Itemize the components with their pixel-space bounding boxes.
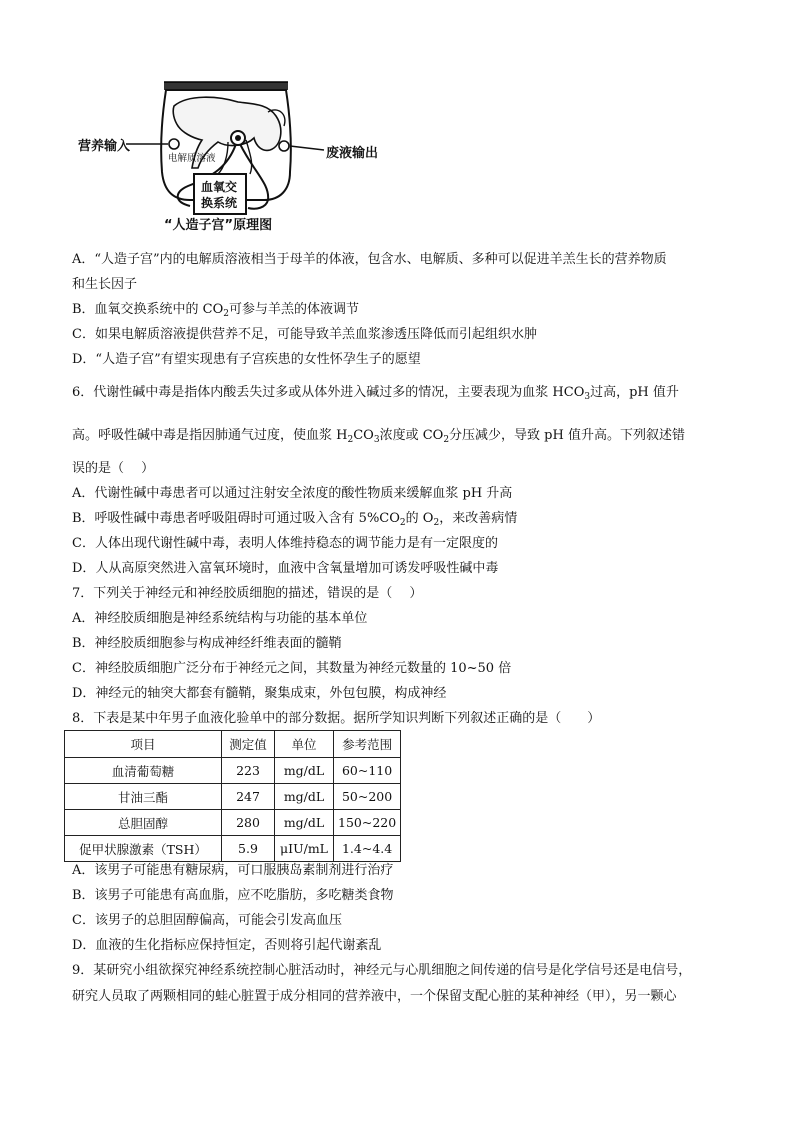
table-cell: mg/dL bbox=[275, 758, 334, 784]
q7-option-d: D．神经元的轴突大都套有髓鞘，聚集成束，外包包膜，构成神经 bbox=[72, 686, 447, 701]
table-cell: 223 bbox=[222, 758, 275, 784]
table-cell: 60~110 bbox=[334, 758, 401, 784]
q6-stem-line3: 误的是（ ） bbox=[72, 461, 155, 476]
q6-option-c: C．人体出现代谢性碱中毒，表明人体维持稳态的调节能力是有一定限度的 bbox=[72, 536, 498, 551]
q7-option-b: B．神经胶质细胞参与构成神经纤维表面的髓鞘 bbox=[72, 636, 342, 651]
q6-stem-line1: 6．代谢性碱中毒是指体内酸丢失过多或从体外进入碱过多的情况，主要表现为血浆 $HCO_3$过高，pH 值升 bbox=[72, 385, 679, 402]
table-cell: 血清葡萄糖 bbox=[65, 758, 222, 784]
table-row bbox=[65, 784, 401, 810]
q5-option-d: D．“人造子宫”有望实现患有子宫疾患的女性怀孕生子的愿望 bbox=[72, 352, 421, 367]
label-waste-output: 废液输出 bbox=[326, 146, 379, 161]
figure-caption: “人造子宫”原理图 bbox=[164, 218, 273, 233]
q7-option-c: C．神经胶质细胞广泛分布于神经元之间，其数量为神经元数量的 10~50 倍 bbox=[72, 661, 512, 676]
table-header-cell: 单位 bbox=[275, 731, 334, 758]
table-header-cell: 项目 bbox=[65, 731, 222, 758]
q6-option-d: D．人从高原突然进入富氧环境时，血液中含氧量增加可诱发呼吸性碱中毒 bbox=[72, 561, 499, 576]
table-cell: μIU/mL bbox=[275, 836, 334, 862]
q8-stem: 8．下表是某中年男子血液化验单中的部分数据。据所学知识判断下列叙述正确的是（ ） bbox=[72, 711, 601, 726]
label-exchange-line1: 血氧交 bbox=[201, 180, 238, 194]
q8-option-c: C．该男子的总胆固醇偏高，可能会引发高血压 bbox=[72, 913, 342, 928]
table-row bbox=[65, 836, 401, 862]
table-cell: 247 bbox=[222, 784, 275, 810]
label-exchange-line2: 换系统 bbox=[201, 196, 238, 210]
table-cell: 50~200 bbox=[334, 784, 401, 810]
table-cell: 甘油三酯 bbox=[65, 784, 222, 810]
q5-option-c: C．如果电解质溶液提供营养不足，可能导致羊羔血浆渗透压降低而引起组织水肿 bbox=[72, 327, 537, 342]
q8-option-d: D．血液的生化指标应保持恒定，否则将引起代谢紊乱 bbox=[72, 938, 382, 953]
table-cell: 总胆固醇 bbox=[65, 810, 222, 836]
q5-option-a-line1: A．“人造子宫”内的电解质溶液相当于母羊的体液，包含水、电解质、多种可以促进羊羔生长的营养物质 bbox=[72, 252, 667, 267]
label-nutrient-input: 营养输入 bbox=[78, 139, 131, 154]
q6-stem-line2: 高。呼吸性碱中毒是指因肺通气过度，使血浆 $H_2CO_3$浓度或 $CO_2$分压减少，导致 pH 值升高。下列叙述错 bbox=[72, 428, 685, 445]
label-electrolyte-solution: 电解质溶液 bbox=[168, 153, 216, 164]
table-cell: mg/dL bbox=[275, 810, 334, 836]
q5-option-b: B．血氧交换系统中的 $CO_2$可参与羊羔的体液调节 bbox=[72, 302, 360, 319]
bag-seal bbox=[164, 82, 288, 90]
table-header-cell: 测定值 bbox=[222, 731, 275, 758]
q8-option-b: B．该男子可能患有高血脂，应不吃脂肪，多吃糖类食物 bbox=[72, 888, 394, 903]
table-cell: mg/dL bbox=[275, 784, 334, 810]
table-cell: 280 bbox=[222, 810, 275, 836]
q7-stem: 7．下列关于神经元和神经胶质细胞的描述，错误的是（ ） bbox=[72, 586, 423, 601]
q9-stem-line2: 研究人员取了两颗相同的蛙心脏置于成分相同的营养液中，一个保留支配心脏的某种神经（甲），另一颗心 bbox=[72, 989, 677, 1004]
blood-test-table bbox=[64, 730, 401, 862]
table-cell: 150~220 bbox=[334, 810, 401, 836]
q8-option-a: A．该男子可能患有糖尿病，可口服胰岛素制剂进行治疗 bbox=[72, 863, 394, 878]
table-cell: 1.4~4.4 bbox=[334, 836, 401, 862]
table-header-cell: 参考范围 bbox=[334, 731, 401, 758]
table-row bbox=[65, 810, 401, 836]
q6-option-a: A．代谢性碱中毒患者可以通过注射安全浓度的酸性物质来缓解血浆 pH 升高 bbox=[72, 486, 513, 501]
table-row bbox=[65, 758, 401, 784]
q5-option-a-line2: 和生长因子 bbox=[72, 277, 138, 292]
table-cell: 促甲状腺激素（TSH） bbox=[65, 836, 222, 862]
q9-stem-line1: 9．某研究小组欲探究神经系统控制心脏活动时，神经元与心肌细胞之间传递的信号是化学信号还是电信号， bbox=[72, 963, 692, 978]
table-cell: 5.9 bbox=[222, 836, 275, 862]
table-header-row bbox=[65, 731, 401, 758]
artificial-womb-figure bbox=[78, 76, 408, 236]
q7-option-a: A．神经胶质细胞是神经系统结构与功能的基本单位 bbox=[72, 611, 368, 626]
q6-option-b: B．呼吸性碱中毒患者呼吸阻碍时可通过吸入含有 $5\%CO_2$的 $O_2$，来改善病情 bbox=[72, 511, 518, 528]
